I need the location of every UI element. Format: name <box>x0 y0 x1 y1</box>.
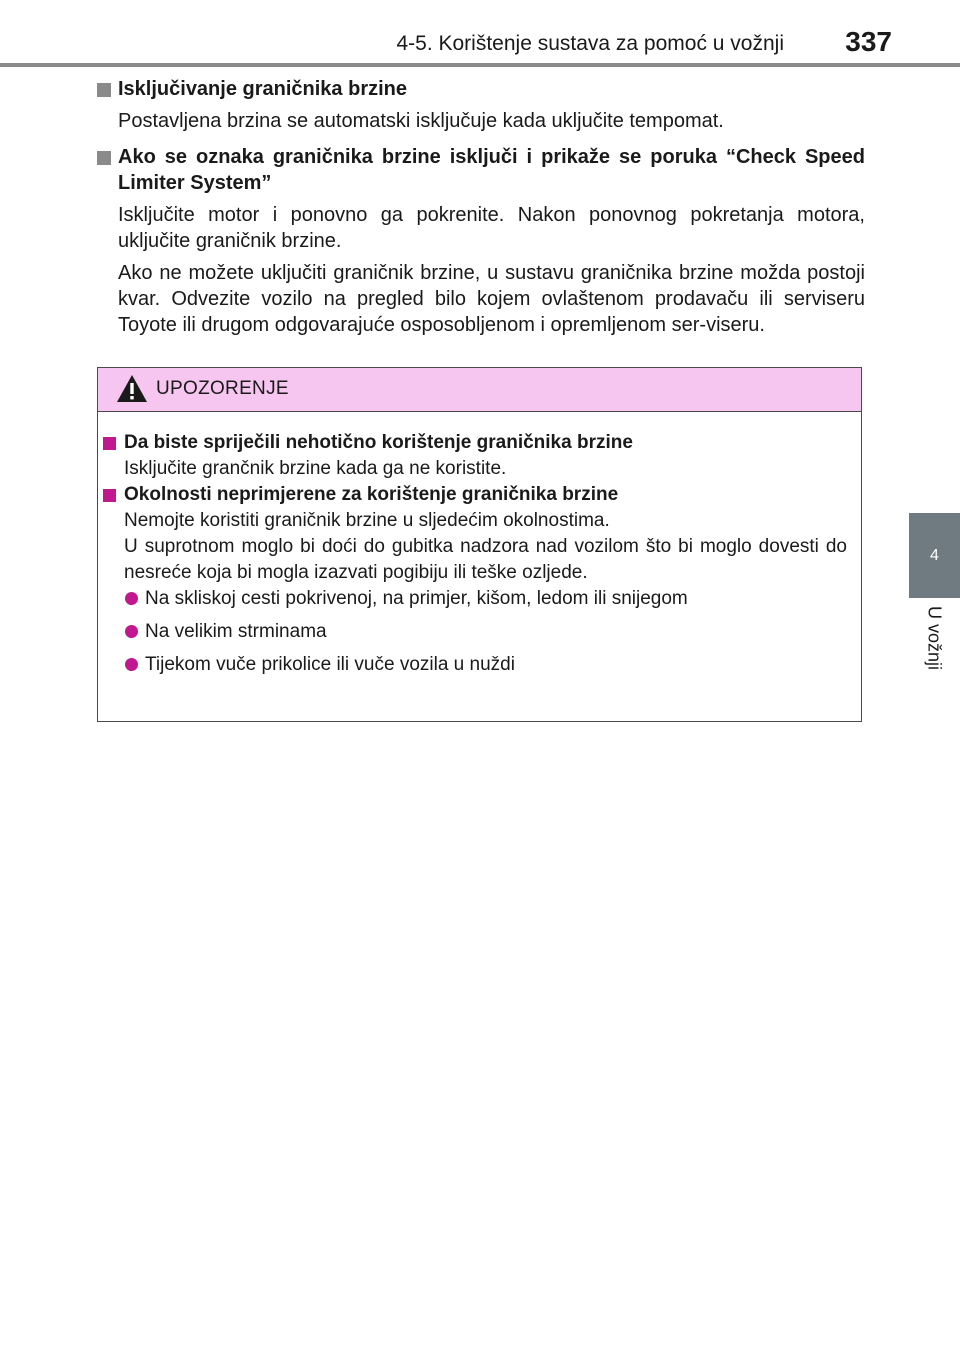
section-heading <box>97 144 865 196</box>
header-divider <box>0 63 960 67</box>
list-item <box>103 586 847 612</box>
warning-body <box>98 412 861 678</box>
page-number: 337 <box>845 26 892 57</box>
list-item <box>103 652 847 678</box>
warning-item-heading <box>103 482 847 508</box>
warning-paragraph: U suprotnom moglo bi doći do gubitka nadzora nad vozilom što bi moglo dovesti do nesreće koja bi mogla izazvati pogibiju ili teške ozljede. <box>124 536 847 583</box>
chapter-tab-label: U vožnji <box>924 606 945 671</box>
round-bullet-icon <box>125 592 138 605</box>
round-bullet-icon <box>125 625 138 638</box>
main-content <box>97 76 865 338</box>
square-bullet-icon <box>97 151 111 165</box>
warning-item-heading-text: Okolnosti neprimjerene za korištenje graničnika brzine <box>124 484 619 505</box>
warning-header <box>98 368 861 412</box>
section-title: 4-5. Korištenje sustava za pomoć u vožnji <box>396 32 784 55</box>
warning-paragraph: Nemojte koristiti graničnik brzine u sljedećim okolnostima. <box>124 510 610 531</box>
list-item <box>103 619 847 645</box>
section-heading <box>97 76 865 102</box>
warning-triangle-icon <box>116 374 148 408</box>
list-item-text: Tijekom vuče prikolice ili vuče vozila u nuždi <box>145 654 515 675</box>
square-bullet-icon <box>97 83 111 97</box>
chapter-tab[interactable] <box>909 513 960 598</box>
warning-item-heading-text: Da biste spriječili nehotično korištenje graničnika brzine <box>124 432 633 453</box>
square-bullet-icon <box>103 489 116 502</box>
warning-box <box>97 367 862 722</box>
warning-title: UPOZORENJE <box>156 378 289 399</box>
list-item-text: Na velikim strminama <box>145 621 327 642</box>
square-bullet-icon <box>103 437 116 450</box>
round-bullet-icon <box>125 658 138 671</box>
section-heading-text: Isključivanje graničnika brzine <box>118 78 408 100</box>
list-item-text: Na skliskoj cesti pokrivenoj, na primjer, kišom, ledom ili snijegom <box>145 588 688 609</box>
paragraph: Isključite motor i ponovno ga pokrenite. Nakon ponovnog pokretanja motora, uključite graničnik brzine. <box>118 204 865 252</box>
warning-item-heading <box>103 430 847 456</box>
chapter-tab-number: 4 <box>930 546 939 564</box>
paragraph: Postavljena brzina se automatski isključuje kada uključite tempomat. <box>118 110 724 132</box>
paragraph: Ako ne možete uključiti graničnik brzine, u sustavu graničnika brzine možda postoji kvar. Odvezite vozilo na pregled bilo kojem ovlaštenom prodavaču ili serviseru Toyote ili drugom odgovarajuće osposobljenom i opremljenom ser-viseru. <box>118 262 865 336</box>
section-heading-text: Ako se oznaka graničnika brzine isključi i prikaže se poruka “Check Speed Limiter System” <box>118 146 865 194</box>
warning-paragraph: Isključite grančnik brzine kada ga ne koristite. <box>124 458 507 479</box>
